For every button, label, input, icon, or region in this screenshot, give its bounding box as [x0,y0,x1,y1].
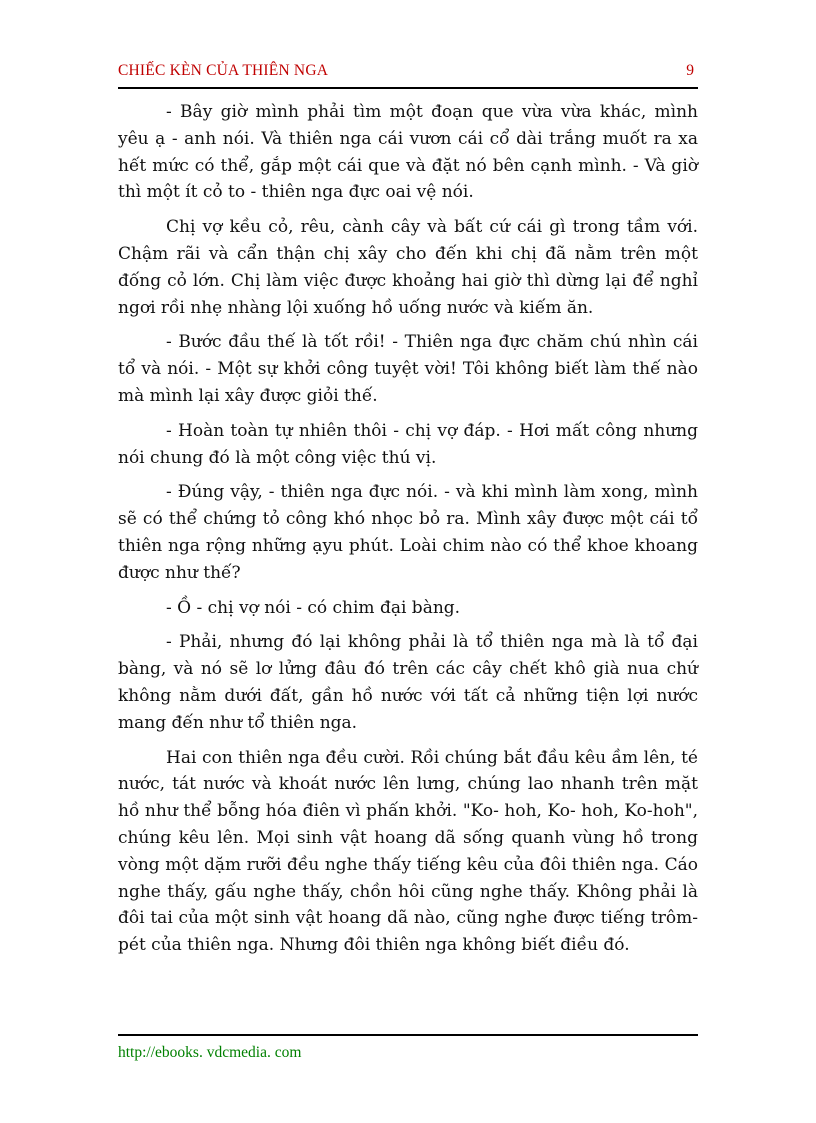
paragraph: - Bây giờ mình phải tìm một đoạn que vừa vừa khác, mình yêu ạ - anh nói. Và thiên nga cái vươn cái cổ dài trắng muốt ra xa hết mức có thể, gắp một cái que và đặt nó bên cạnh mình. - Và giờ thì một ít cỏ to - thiên nga đực oai vệ nói. [118,102,698,203]
paragraph: - Hoàn toàn tự nhiên thôi - chị vợ đáp. - Hơi mất công nhưng nói chung đó là một công việc thú vị. [118,420,698,468]
book-title: CHIẾC KÈN CỦA THIÊN NGA [118,62,329,79]
footer-divider [118,1034,698,1036]
footer-link[interactable]: http://ebooks. vdcmedia. com [118,1044,302,1061]
paragraph: Chị vợ kều cỏ, rêu, cành cây và bất cứ cái gì trong tầm với. Chậm rãi và cẩn thận chị xây cho đến khi chị đã nằm trên một đống cỏ lớn. Chị làm việc được khoảng hai giờ thì dừng lại để nghỉ ngơi rồi nhẹ nhàng lội xuống hồ uống nước và kiếm ăn. [118,217,698,318]
paragraph: Hai con thiên nga đều cười. Rồi chúng bắt đầu kêu ầm lên, té nước, tát nước và khoát nước lên lưng, chúng lao nhanh trên mặt hồ như thể bỗng hóa điên vì phấn khởi. "Ko- hoh, Ko- hoh, Ko-hoh", chúng kêu lên. Mọi sinh vật hoang dã sống quanh vùng hồ trong vòng một dặm rưỡi đều nghe thấy tiếng kêu của đôi thiên nga. Cáo nghe thấy, gấu nghe thấy, chồn hôi cũng nghe thấy. Không phải là đôi tai của một sinh vật hoang dã nào, cũng nghe được tiếng trôm-pét của thiên nga. Nhưng đôi thiên nga không biết điều đó. [118,747,698,956]
header-divider [118,87,698,89]
page-header [118,62,698,86]
paragraph: - Đúng vậy, - thiên nga đực nói. - và khi mình làm xong, mình sẽ có thể chứng tỏ công khó nhọc bỏ ra. Mình xây được một cái tổ thiên nga rộng những ạyu phút. Loài chim nào có thể khoe khoang được như thế? [118,482,698,583]
paragraph: - Ồ - chị vợ nói - có chim đại bàng. [166,597,461,618]
page-body [118,99,698,967]
page-number: 9 [686,62,694,79]
paragraph: - Bước đầu thế là tốt rồi! - Thiên nga đực chăm chú nhìn cái tổ và nói. - Một sự khởi công tuyệt vời! Tôi không biết làm thế nào mà mình lại xây được giỏi thế. [118,332,698,406]
paragraph: - Phải, nhưng đó lại không phải là tổ thiên nga mà là tổ đại bàng, và nó sẽ lơ lửng đâu đó trên các cây chết khô già nua chứ không nằm dưới đất, gần hồ nước với tất cả những tiện lợi nước mang đến như tổ thiên nga. [118,632,698,733]
